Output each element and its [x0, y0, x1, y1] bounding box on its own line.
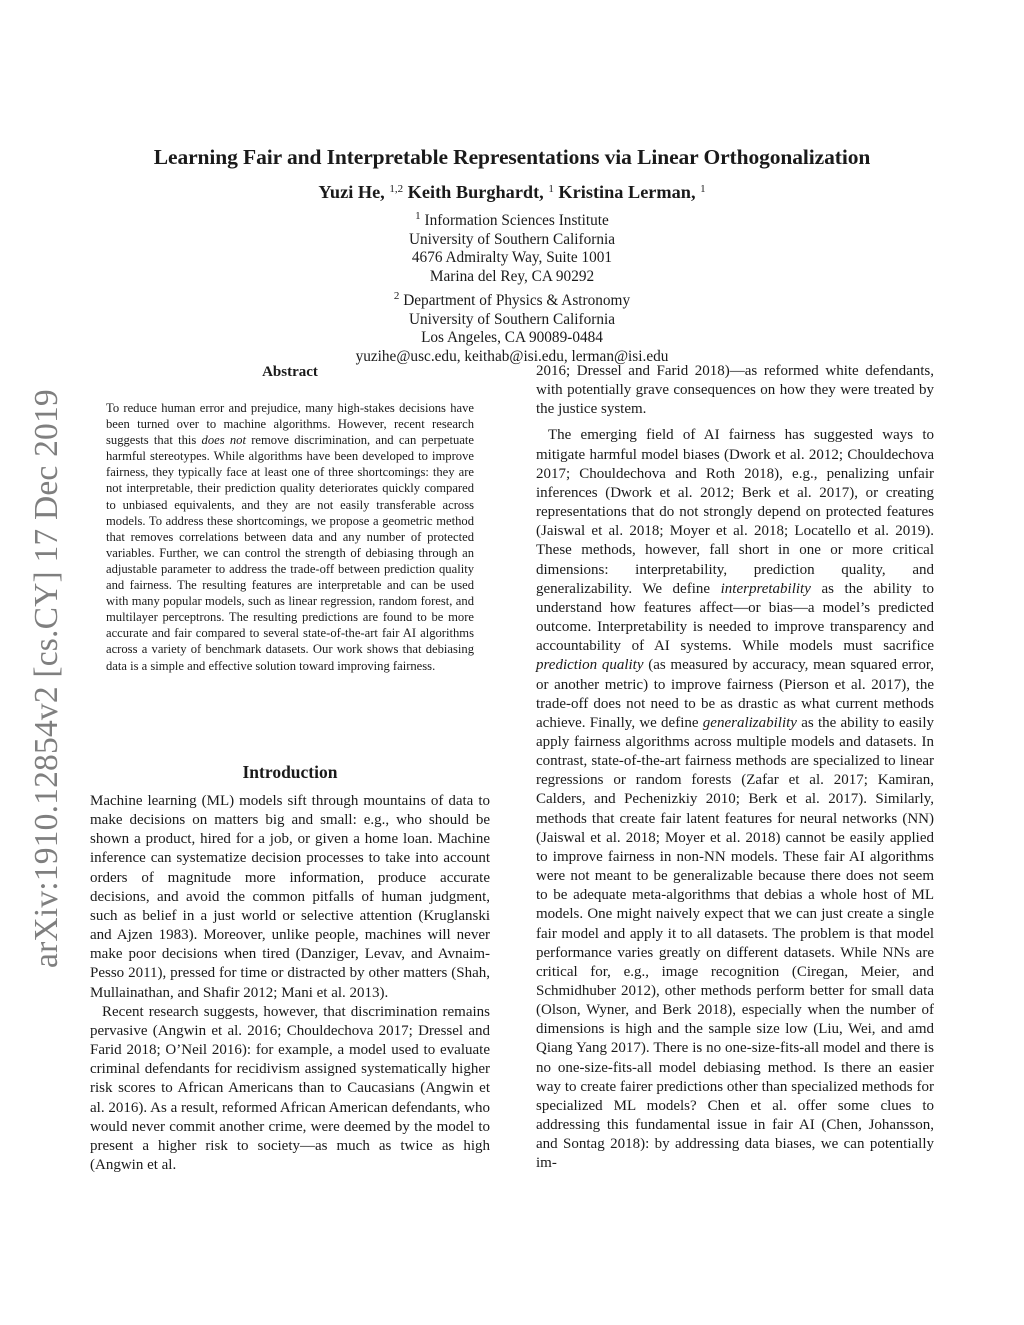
affiliation-line: University of Southern California: [408, 310, 616, 328]
author-affiliation-mark: 1,2: [389, 183, 404, 195]
affiliations: [0, 207, 1024, 367]
affiliation-line: 4676 Admiralty Way, Suite 1001: [411, 249, 613, 267]
left-column-body: [90, 792, 490, 1175]
affiliation-name: Department of Physics & Astronomy: [403, 291, 631, 309]
body-paragraph: [536, 426, 934, 1173]
body-paragraph: Recent research suggests, however, that discrimination remains pervasive (Angwin et al. 2016; Chouldechova 2017; Dressel and Farid 2018; O’Neil 2016): for example, a model used to evaluate criminal defendants for recidivism assigned systematically higher risk scores to African Americans than to Caucasians (Angwin et al. 2016). As a result, reformed African American defendants, who would never commit another crime, were deemed by the model to present a higher risk to society—as much as twice as high (Angwin et al.: [90, 1003, 490, 1173]
author-affiliation-mark: 1: [700, 183, 706, 195]
affiliation-line: Los Angeles, CA 90089-0484: [421, 329, 603, 347]
body-paragraph: 2016; Dressel and Farid 2018)—as reformed white defendants, with potentially grave consequences on how they were treated by the justice system.: [536, 363, 934, 418]
body-paragraph: Machine learning (ML) models sift through mountains of data to make decisions on matters big and small: e.g., who should be shown a product, hired for a job, or given a home loan. Machine inference can systematize decision processes to take into account orders of magnitude more information, produce accurate decisions, and avoid the common pitfalls of human judgment, such as belief in a just world or selective attention (Kruglanski and Ajzen 1983). Moreover, unlike people, machines will never make poor decisions when tired (Danziger, Levav, and Avnaim-Pesso 2011), pressed for time or distracted by other matters (Shah, Mullainathan, and Shafir 2012; Mani et al. 2013).: [90, 793, 490, 1001]
paper-title: Learning Fair and Interpretable Representations via Linear Orthogonalization: [153, 145, 871, 169]
affiliation-line: [0, 287, 1024, 311]
term-prediction-quality: prediction quality: [536, 657, 644, 674]
author-name: Keith Burghardt,: [407, 182, 544, 202]
term-interpretability: interpretability: [720, 580, 811, 597]
abstract-text-part: remove discrimination, and can perpetuate harmful stereotypes. While algorithms have been developed to improve fairness, they typically face at least one of three shortcomings: they are not interpretable, their prediction quality deteriorates quickly compared to unbiased equivalents, and they are not easily transferable across models. To address these shortcomings, we propose a geometric method that removes correlations between data and any number of protected variables. Further, we can control the strength of debiasing through an adjustable parameter to address the trade-off between prediction quality and fairness. The resulting features are interpretable and can be used with many popular models, such as linear regression, random forest, and multilayer perceptrons. The resulting predictions are found to be more accurate and fair compared to several state-of-the-art fair AI algorithms across a variety of benchmark datasets. Our work shows that debiasing data is a simple and effective solution toward improving fairness.: [106, 433, 474, 673]
abstract-text-part: To reduce human error and prejudice, many high-stakes decisions have been turned over to machine algorithms. However, recent research suggests that this: [106, 401, 474, 448]
author-affiliation-mark: 1: [548, 183, 554, 195]
affiliation-name: Information Sciences Institute: [424, 212, 609, 229]
affiliation-line: Marina del Rey, CA 90292: [429, 268, 595, 286]
author-list: [0, 182, 1024, 203]
body-text-part: (as measured by accuracy, mean squared error, or another metric) to improve fairness (Pierson et al. 2017), the trade-off does not need to be as drastic as what current methods achieve. Finally, we define: [536, 657, 934, 731]
body-text-part: as the ability to easily apply fairness algorithms across multiple models and datasets. In contrast, state-of-the-art fairness methods are specialized to linear regressions or random forests (Zafar et al. 2017; Kamiran, Calders, and Pechenizkiy 2010; Berk et al. 2017). Similarly, methods that create fair latent features for neural networks (NN) (Jaiswal et al. 2018; Moyer et al. 2018) cannot be easily applied to improve fairness in non-NN models. These fair AI algorithms were not meant to be generalizable because there does not seem to be adequate meta-algorithms that debias a whole host of ML models. One might naively expect that we can just create a single fair model and apply it to all datasets. The problem is that model performance varies greatly on different datasets. While NNs are critical for, e.g., image recognition (Ciregan, Meier, and Schmidhuber 2012), other methods perform better for small data (Olson, Wyner, and Berk 2018), especially when the number of dimensions is high and the sample size low (Liu, Wei, and amd Qiang Yang 2017). There is no one-size-fits-all model and there is no one-size-fits-all model debiasing method. Is there an easier way to create fairer predictions other than specialized methods for specialized ML models? Chen et al. offer some clues to addressing this fundamental issue in fair AI (Chen, Johansson, and Sontag 2018): by addressing data biases, we can potentially im-: [536, 714, 934, 1172]
author-emails: yuzihe@usc.edu, keithab@isi.edu, lerman@isi.edu: [355, 347, 669, 365]
body-text-part: The emerging field of AI fairness has suggested ways to mitigate harmful model biases (Dwork et al. 2012; Chouldechova 2017; Chouldechova and Roth 2018), e.g., penalizing unfair inferences (Dwork et al. 2012; Berk et al. 2017), or creating representations that do not strongly depend on protected features (Jaiswal et al. 2018; Moyer et al. 2018; Locatello et al. 2019). These methods, however, fall short in one or more critical dimensions: interpretability, prediction quality, and generalizability. We define: [536, 427, 934, 597]
section-heading-introduction: Introduction: [242, 762, 338, 782]
body-text-part: as the ability to understand how features affect—or bias—a model’s predicted outcome. Interpretability is needed to improve transparency and accountability of AI systems. While models must sacrifice: [536, 580, 934, 655]
term-generalizability: generalizability: [702, 714, 797, 731]
author-name: Yuzi He,: [318, 182, 385, 202]
abstract-text: [106, 400, 474, 674]
abstract-emphasis: does not: [201, 433, 246, 448]
abstract-heading: Abstract: [262, 364, 318, 380]
arxiv-stamp: arXiv:1910.12854v2 [cs.CY] 17 Dec 2019: [28, 389, 65, 968]
affiliation-line: [0, 207, 1024, 231]
affiliation-mark: 2: [393, 289, 400, 302]
affiliation-mark: 1: [415, 210, 421, 222]
author-name: Kristina Lerman,: [558, 182, 696, 202]
right-column-body: [536, 362, 934, 1174]
affiliation-line: University of Southern California: [408, 230, 616, 248]
